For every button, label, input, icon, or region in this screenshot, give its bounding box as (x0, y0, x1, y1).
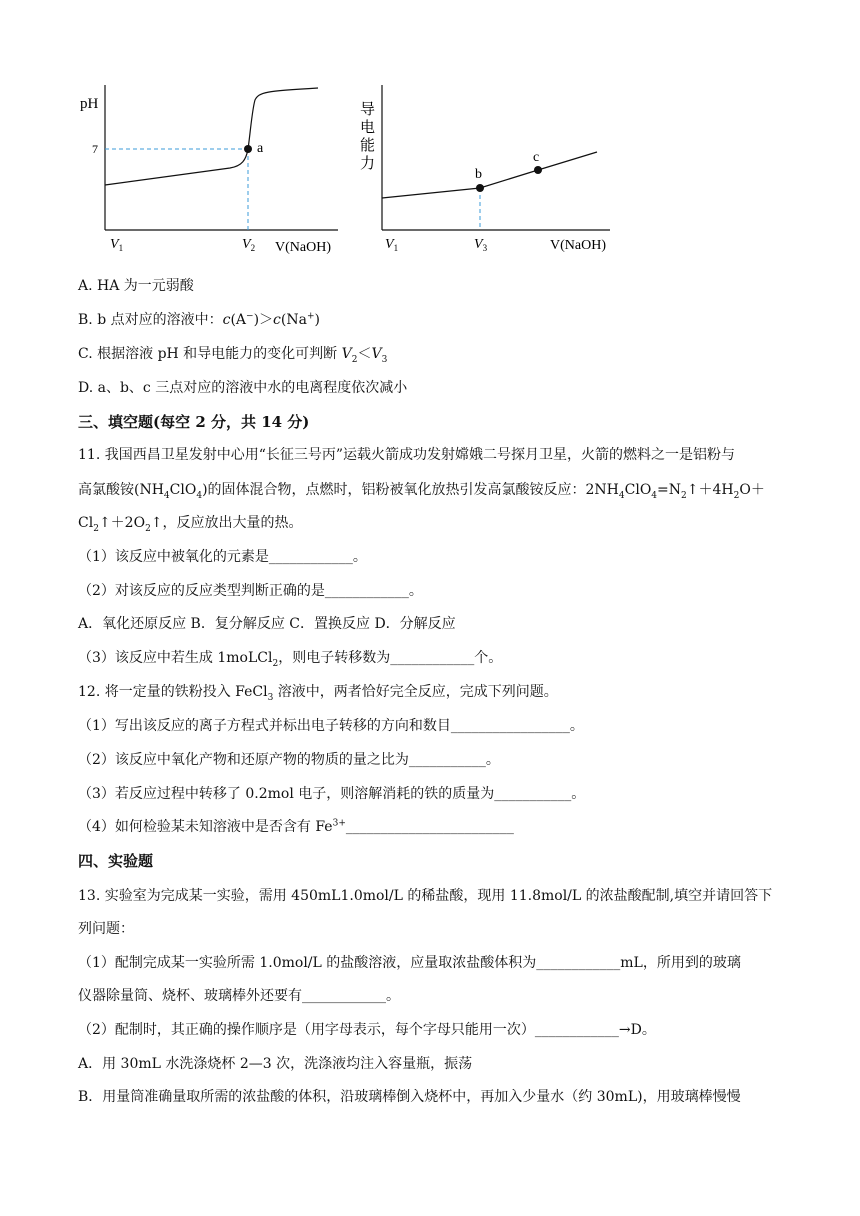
ph-titration-chart (70, 70, 350, 260)
q13-line-2: 列问题： (78, 921, 134, 937)
q12-part-4: （4）如何检验某未知溶液中是否含有 $Fe^{3+}\_\_\_\_\_\_\_\_\_\_\_\_\_\_\_\_\_\_\_\_\_\_\_\_$ (78, 818, 514, 835)
svg-text:力: 力 (360, 156, 376, 172)
option-b: B. b 点对应的溶液中：c(A−)＞c(Na+) (78, 311, 320, 328)
cond-x-tick-v1: $V_1$ (385, 237, 399, 253)
ph-y-label: pH (80, 96, 99, 112)
q11-part-3: （3）该反应中若生成 1moLCl$_2$，则电子转移数为____________个。 (78, 650, 503, 669)
q13-part-1-line-1: （1）配制完成某一实验所需 1.0mol/L 的盐酸溶液，应量取浓盐酸体积为____________mL，所用到的玻璃 (78, 955, 741, 971)
q11-part-2: （2）对该反应的反应类型判断正确的是____________。 (78, 583, 423, 599)
q13-part-1-line-2: 仪器除量筒、烧杯、玻璃棒外还要有____________。 (78, 988, 400, 1004)
q11-line-1: 11. 我国西昌卫星发射中心用“长征三号丙”运载火箭成功发射嫦娥二号探月卫星，火箭的燃料之一是铝粉与 (78, 447, 736, 463)
option-d: D. a、b、c 三点对应的溶液中水的电离程度依次减小 (78, 380, 408, 396)
conductivity-line (382, 152, 597, 198)
point-a-label: a (257, 141, 264, 156)
svg-text:导: 导 (360, 102, 376, 118)
q13-line-1: 13. 实验室为完成某一实验，需用 450mL1.0mol/L 的稀盐酸，现用 11.8mol/L 的浓盐酸配制,填空并请回答下 (78, 888, 773, 904)
q11-line-3: $Cl_2↑+2O_2↑$，反应放出大量的热。 (78, 515, 303, 534)
q11-options: A．氧化还原反应 B．复分解反应 C．置换反应 D．分解反应 (78, 616, 456, 632)
point-c-marker (534, 166, 542, 174)
point-b-label: b (475, 167, 482, 182)
conductivity-y-label (360, 101, 375, 172)
q13-part-2: （2）配制时，其正确的操作顺序是（用字母表示，每个字母只能用一次）____________→D。 (78, 1022, 656, 1038)
section-4-title: 四、实验题 (78, 852, 154, 870)
point-c-label: c (533, 150, 540, 165)
option-c: C. 根据溶液 pH 和导电能力的变化可判断 $V_2<V_3$ (78, 346, 388, 365)
q12-part-3: （3）若反应过程中转移了 0.2mol 电子，则溶解消耗的铁的质量为___________。 (78, 786, 586, 802)
point-a-marker (244, 145, 252, 153)
q12-stem: 12. 将一定量的铁粉投入 FeCl$_3$ 溶液中，两者恰好完全反应，完成下列问题。 (78, 684, 558, 703)
q13-step-b: B．用量筒准确量取所需的浓盐酸的体积，沿玻璃棒倒入烧杯中，再加入少量水（约 30mL)，用玻璃棒慢慢 (78, 1089, 741, 1105)
q13-step-a: A．用 30mL 水洗涤烧杯 2—3 次，洗涤液均注入容量瓶，振荡 (78, 1056, 473, 1072)
section-3-title: 三、填空题(每空 2 分，共 14 分) (78, 413, 310, 431)
svg-text:能: 能 (360, 138, 376, 154)
cond-x-axis-label: V(NaOH) (550, 238, 606, 253)
conductivity-chart (352, 70, 622, 260)
point-b-marker (476, 184, 484, 192)
q11-line-2: 高氯酸铵$(NH_4ClO_4)$的固体混合物，点燃时，铝粉被氧化放热引发高氯酸铵反应：$2NH_4ClO_4=N_2↑+4H_2O+$ (78, 482, 765, 501)
svg-text:电: 电 (360, 120, 376, 136)
ph-x-tick-v1: $V_1$ (110, 237, 124, 253)
ph-curve (105, 88, 318, 185)
option-a: A. HA 为一元弱酸 (78, 278, 194, 294)
q12-part-2: （2）该反应中氧化产物和还原产物的物质的量之比为___________。 (78, 752, 500, 768)
cond-x-tick-v3: $V_3$ (474, 237, 488, 253)
ph-x-tick-v2: $V_2$ (242, 237, 256, 253)
ph-y-tick-7: 7 (92, 142, 98, 156)
q12-part-1: （1）写出该反应的离子方程式并标出电子转移的方向和数目_________________。 (78, 718, 584, 734)
q11-part-1: （1）该反应中被氧化的元素是____________。 (78, 549, 367, 565)
ph-x-axis-label: V(NaOH) (275, 240, 331, 255)
